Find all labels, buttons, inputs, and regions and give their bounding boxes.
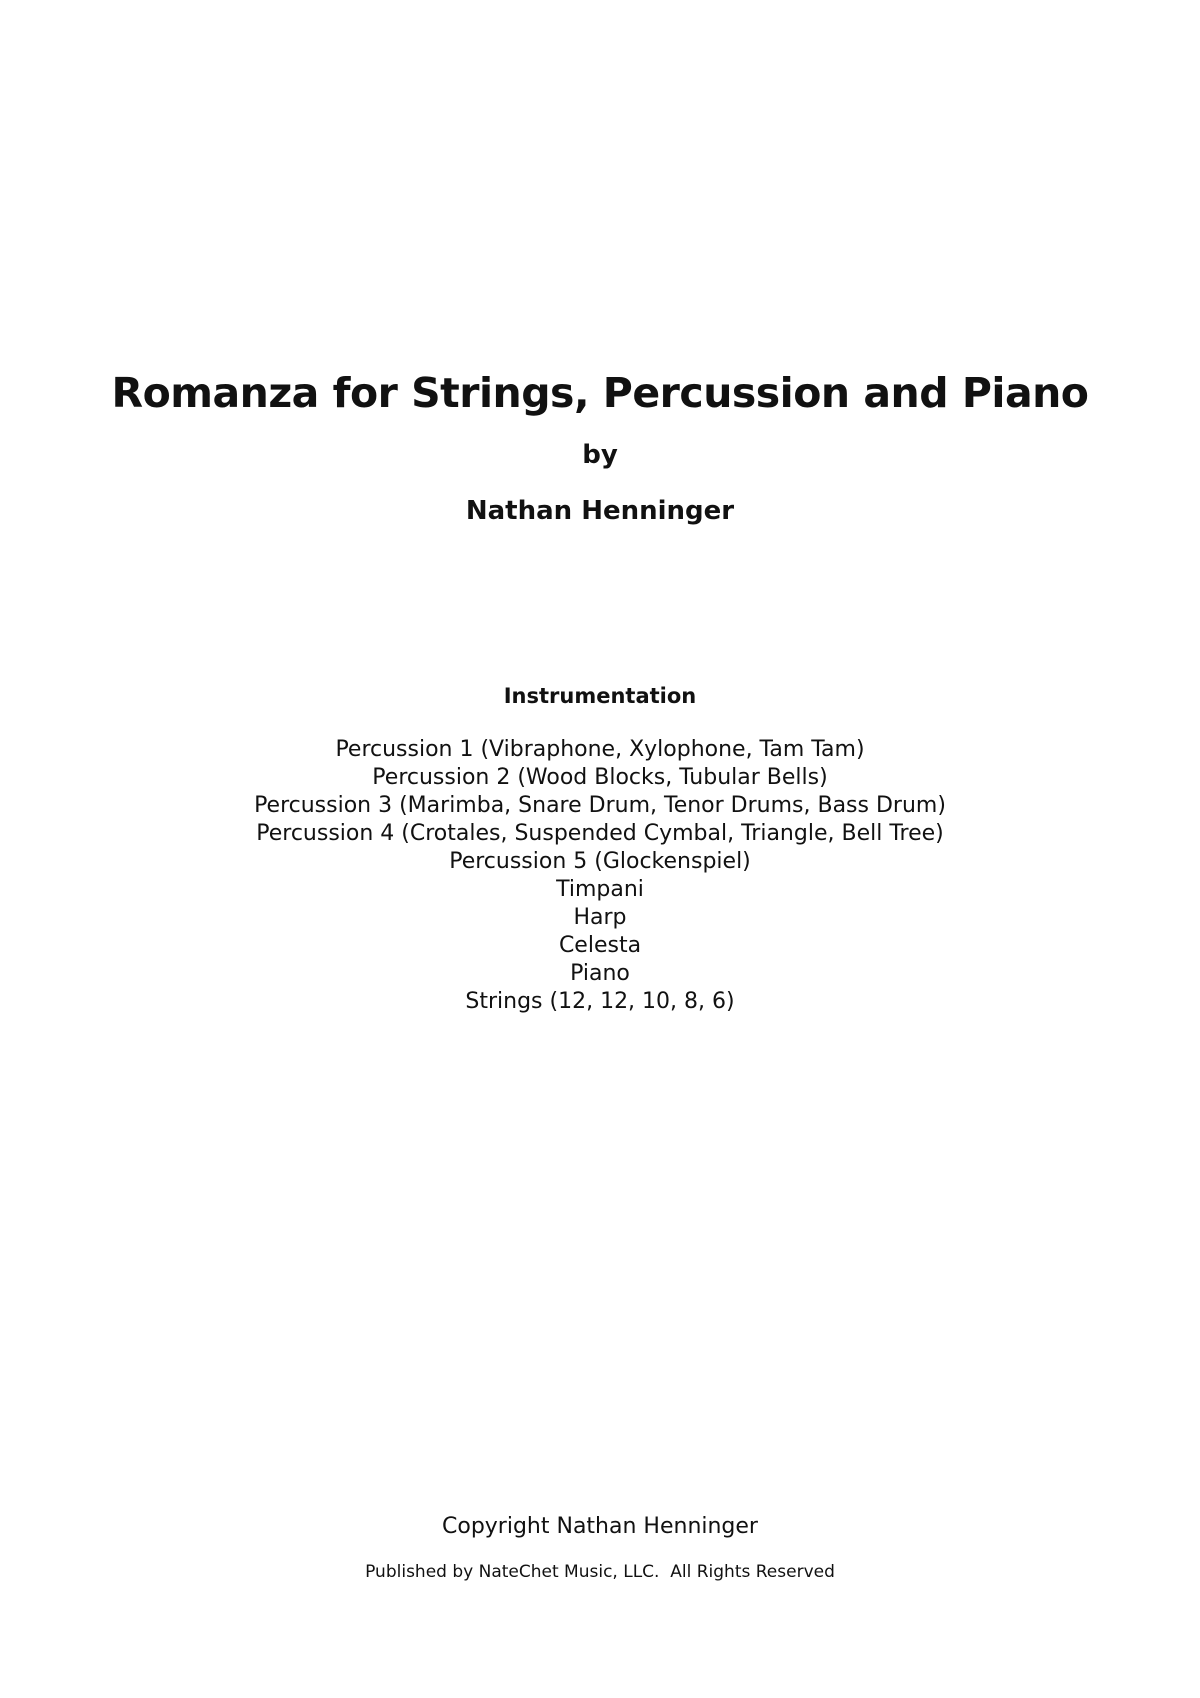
instrument-percussion-4: Percussion 4 (Crotales, Suspended Cymbal, Triangle, Bell Tree) [256, 821, 944, 846]
instrument-strings: Strings (12, 12, 10, 8, 6) [465, 989, 735, 1014]
instrument-harp: Harp [573, 905, 627, 930]
composer-name: Nathan Henninger [465, 496, 735, 526]
instrument-timpani: Timpani [556, 877, 644, 902]
copyright-notice: Copyright Nathan Henninger [442, 1514, 758, 1539]
instrument-percussion-3: Percussion 3 (Marimba, Snare Drum, Tenor Drums, Bass Drum) [254, 793, 946, 818]
instrument-percussion-5: Percussion 5 (Glockenspiel) [449, 849, 751, 874]
instrument-piano: Piano [570, 961, 630, 986]
publisher-notice: Published by NateChet Music, LLC. All Rights Reserved [365, 1562, 835, 1582]
instrument-percussion-1: Percussion 1 (Vibraphone, Xylophone, Tam Tam) [335, 737, 865, 762]
instrument-celesta: Celesta [558, 933, 642, 958]
instrumentation-heading: Instrumentation [503, 684, 697, 708]
instrumentation-list [0, 736, 1200, 1016]
instrument-percussion-2: Percussion 2 (Wood Blocks, Tubular Bells) [372, 765, 828, 790]
page-title: Romanza for Strings, Percussion and Piano [111, 369, 1089, 417]
by-label: by [582, 440, 618, 470]
